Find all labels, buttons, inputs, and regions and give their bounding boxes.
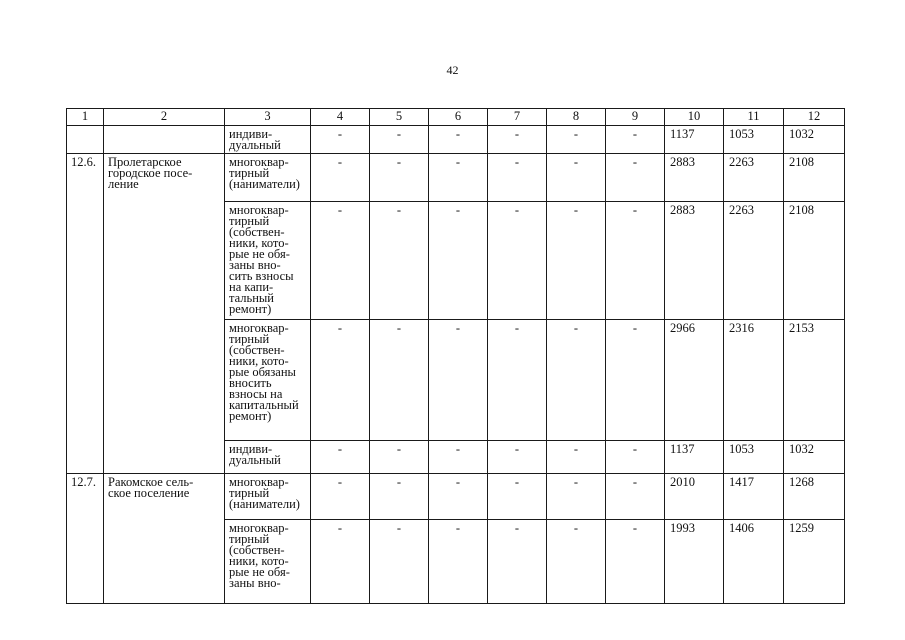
dash-cell: - [370,441,429,474]
row-number-cell [67,126,104,154]
dash-cell: - [311,441,370,474]
dash-cell: - [429,154,488,202]
dash-cell: - [547,320,606,441]
dash-cell: - [606,441,665,474]
value-cell: 1259 [784,520,845,604]
dash-cell: - [311,202,370,320]
header-cell: 9 [606,109,665,126]
value-cell: 1268 [784,474,845,520]
settlement-name-cell [104,126,225,154]
value-cell: 2153 [784,320,845,441]
value-cell: 1053 [724,126,784,154]
table-row [67,154,845,202]
settlement-name-cell: Пролетарское городское посе- ление [104,154,225,474]
dash-cell: - [370,320,429,441]
dash-cell: - [547,520,606,604]
dash-cell: - [488,474,547,520]
housing-type-cell: многоквар- тирный (собствен- ники, кото- рые не обя- заны вно- [225,520,311,604]
dash-cell: - [488,320,547,441]
value-cell: 2263 [724,154,784,202]
value-cell: 1137 [665,441,724,474]
dash-cell: - [547,202,606,320]
value-cell: 1032 [784,441,845,474]
housing-type-cell: индиви- дуальный [225,126,311,154]
value-cell: 2108 [784,154,845,202]
header-cell: 7 [488,109,547,126]
dash-cell: - [606,474,665,520]
header-cell: 10 [665,109,724,126]
row-number-cell: 12.6. [67,154,104,474]
value-cell: 2883 [665,154,724,202]
header-cell: 4 [311,109,370,126]
header-cell: 2 [104,109,225,126]
dash-cell: - [606,202,665,320]
header-cell: 12 [784,109,845,126]
value-cell: 1137 [665,126,724,154]
dash-cell: - [429,520,488,604]
header-cell: 11 [724,109,784,126]
dash-cell: - [311,126,370,154]
dash-cell: - [547,154,606,202]
table-body [67,109,845,604]
table-row [67,474,845,520]
dash-cell: - [370,520,429,604]
value-cell: 1406 [724,520,784,604]
dash-cell: - [311,474,370,520]
dash-cell: - [311,320,370,441]
data-table [66,108,845,604]
dash-cell: - [311,154,370,202]
header-row [67,109,845,126]
dash-cell: - [488,154,547,202]
dash-cell: - [547,126,606,154]
header-cell: 8 [547,109,606,126]
header-cell: 1 [67,109,104,126]
housing-type-cell: многоквар- тирный (наниматели) [225,154,311,202]
dash-cell: - [370,126,429,154]
dash-cell: - [488,126,547,154]
housing-type-cell: многоквар- тирный (собствен- ники, кото- рые обязаны вносить взносы на капитальный ремонт) [225,320,311,441]
dash-cell: - [429,202,488,320]
dash-cell: - [488,520,547,604]
dash-cell: - [488,202,547,320]
header-cell: 3 [225,109,311,126]
value-cell: 2966 [665,320,724,441]
dash-cell: - [606,520,665,604]
value-cell: 2883 [665,202,724,320]
value-cell: 1032 [784,126,845,154]
housing-type-cell: многоквар- тирный (собствен- ники, кото- рые не обя- заны вно- сить взносы на капи- тальный ремонт) [225,202,311,320]
value-cell: 1993 [665,520,724,604]
dash-cell: - [547,441,606,474]
dash-cell: - [606,154,665,202]
value-cell: 2010 [665,474,724,520]
dash-cell: - [429,474,488,520]
dash-cell: - [547,474,606,520]
page-number: 42 [446,63,459,77]
header-cell: 6 [429,109,488,126]
header-cell: 5 [370,109,429,126]
value-cell: 2316 [724,320,784,441]
dash-cell: - [370,154,429,202]
table-row [67,126,845,154]
dash-cell: - [429,320,488,441]
value-cell: 2108 [784,202,845,320]
settlement-name-cell: Ракомское сель- ское поселение [104,474,225,604]
row-number-cell: 12.7. [67,474,104,604]
dash-cell: - [429,126,488,154]
dash-cell: - [370,474,429,520]
dash-cell: - [606,126,665,154]
housing-type-cell: индиви- дуальный [225,441,311,474]
housing-type-cell: многоквар- тирный (наниматели) [225,474,311,520]
dash-cell: - [370,202,429,320]
value-cell: 1053 [724,441,784,474]
dash-cell: - [311,520,370,604]
dash-cell: - [606,320,665,441]
value-cell: 2263 [724,202,784,320]
dash-cell: - [429,441,488,474]
value-cell: 1417 [724,474,784,520]
dash-cell: - [488,441,547,474]
